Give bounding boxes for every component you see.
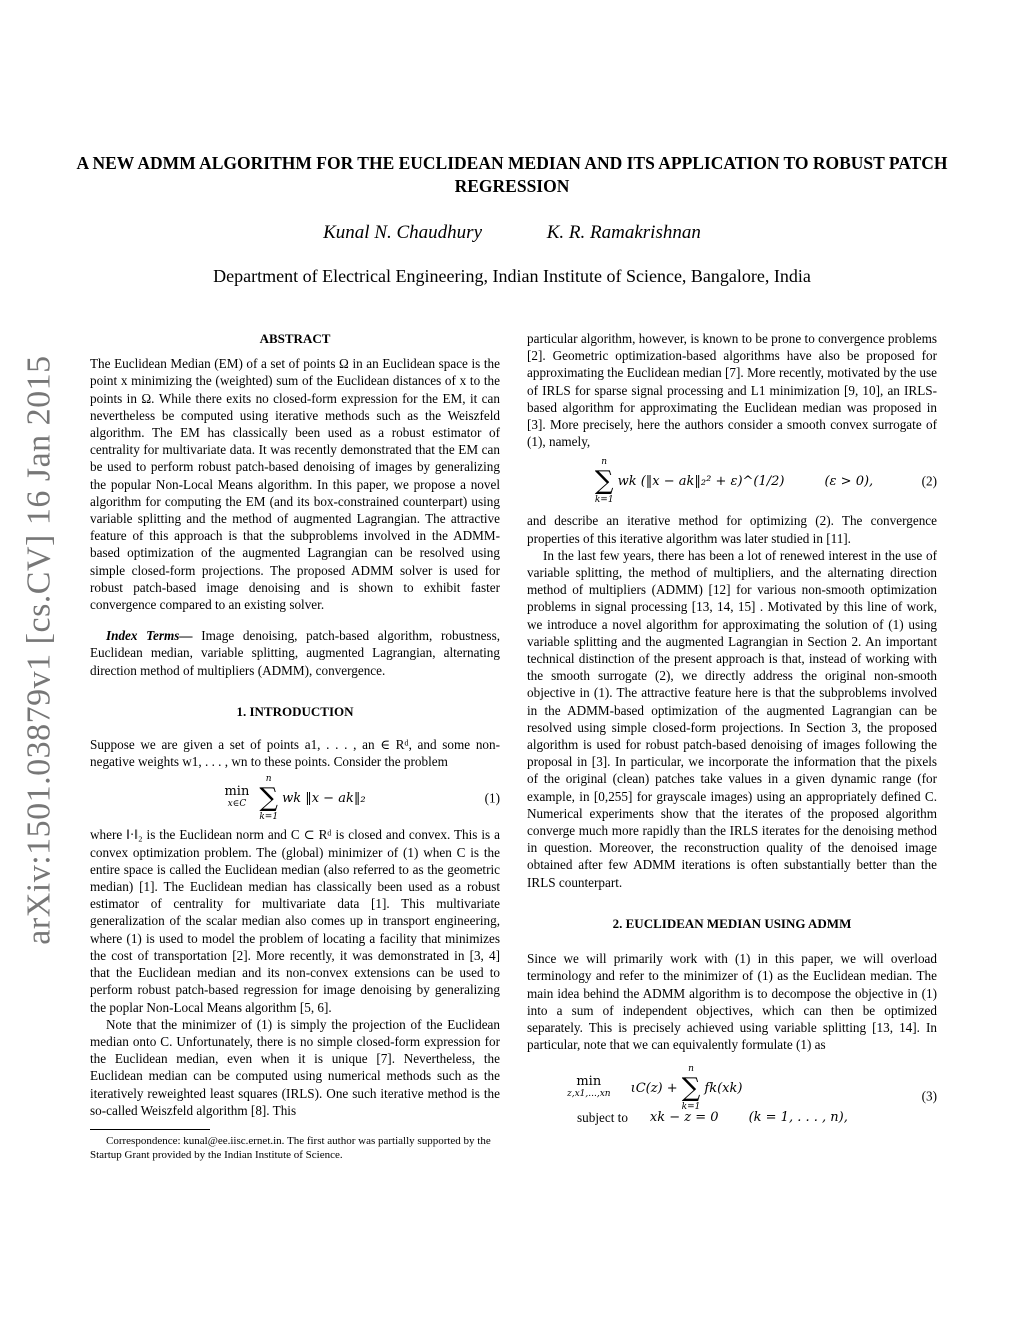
paper-title: A NEW ADMM ALGORITHM FOR THE EUCLIDEAN MEDIAN AND ITS APPLICATION TO ROBUST PATCH REGRESSION — [76, 153, 948, 196]
intro-paragraph-3: Note that the minimizer of (1) is simply the projection of the Euclidean median onto C. Unfortunately, there is no simple closed-form expression for the Euclidean median, even when it is unique [7]. Nevertheless, the Euclidean median can be computed using numerical methods such as the iteratively reweighted least squares (IRLS). One such iterative method is the so-called Weiszfeld algorithm [8]. This — [90, 1016, 500, 1118]
footnote-divider — [90, 1129, 210, 1130]
eq3-indicator-term: ιC(z) + — [630, 1080, 678, 1096]
arxiv-watermark: arXiv:1501.03879v1 [cs.CV] 16 Jan 2015 — [21, 355, 59, 945]
right-column — [527, 330, 937, 1131]
eq2-body: wk (‖x − ak‖₂² + ε)^(1/2) — [617, 473, 785, 489]
eq3-range: (k = 1, . . . , n), — [748, 1110, 848, 1126]
footnote: Correspondence: kunal@ee.iisc.ernet.in. The first author was partially supported by the Startup Grant provided by the Indian Institute of Science. — [90, 1134, 491, 1161]
eq3-objective-row — [567, 1063, 742, 1113]
eq2-sum-symbol: n ∑ k=1 — [594, 457, 614, 506]
affiliation: Department of Electrical Engineering, Indian Institute of Science, Bangalore, India — [213, 266, 811, 286]
eq3-tag: (3) — [921, 1088, 937, 1104]
equation-1 — [90, 770, 500, 826]
equation-2 — [527, 450, 937, 512]
abstract-text: The Euclidean Median (EM) of a set of points Ω in an Euclidean space is the point x minimizing the (weighted) sum of the Euclidean distances of x to the points in Ω. While there exits no closed-form expression for the EM, it can nevertheless be computed using iterative methods such as the Weiszfeld algorithm. The EM has classically been used as a robust estimator of centrality for multivariate data. It was recently demonstrated that the EM can be used to perform robust patch-based denoising of images by generalizing the popular Non-Local Means algorithm. In this paper, we propose a novel algorithm for computing the EM (and its box-constrained counterpart) using variable splitting and the method of augmented Lagrangian. The attractive feature of this approach is that the subproblems involved in the ADMM-based optimization of the augmented Lagrangian can be resolved using simple closed-form projections. The proposed ADMM solver is used for robust patch-based image denoising and is shown to exhibit faster convergence compared to an existing solver. — [90, 356, 500, 613]
eq3-operator: min z,x1,...,xn — [567, 1074, 611, 1100]
index-terms-text: Image denoising, patch-based algorithm, robustness, Euclidean median, variable splitting, augmented Lagrangian, alternating direction method of multipliers (ADMM), convergence. — [90, 628, 500, 678]
abstract-heading: ABSTRACT — [259, 331, 331, 346]
right-paragraph-1: particular algorithm, however, is known to be prone to convergence problems [2]. Geometric optimization-based algorithms have also be proposed for approximating the Euclidean median [7]. More recently, motivated by the use of IRLS for sparse signal processing and L1 minimization [9, 10], an IRLS-based algorithm for approximating the Euclidean median was proposed in [3]. More precisely, here the authors consider a smooth convex surrogate of (1), namely, — [527, 331, 937, 450]
section-2-heading: 2. EUCLIDEAN MEDIAN USING ADMM — [612, 915, 852, 931]
author-2: K. R. Ramakrishnan — [546, 222, 701, 243]
eq3-body: fk(xk) — [704, 1080, 743, 1096]
eq3-subject-label: subject to — [577, 1110, 628, 1126]
index-terms-label: Index Terms— — [106, 628, 193, 644]
eq3-sum-symbol: n ∑ k=1 — [681, 1064, 701, 1113]
eq1-operator: min x∈C — [224, 784, 250, 810]
right-paragraph-3: In the last few years, there has been a lot of renewed interest in the use of variable splitting, the method of multipliers, and the alternating direction method of multipliers (ADMM) [12] for various non-smooth optimization problems in signal processing [13, 14, 15] . Motivated by this line of work, we introduce a novel algorithm for approximating the solution of (1) using variable splitting and the augmented Lagrangian in Section 2. An important technical distinction of the present approach is that, instead of working with the smooth surrogate (2), we directly address the original non-smooth objective in (1). The attractive feature here is that the subproblems involved in the ADMM-based optimization of the augmented Lagrangian can be resolved using simple closed-form projections. In Section 3, the proposed algorithm is used for robust patch-based denoising of images following the proposal in [3]. In particular, we incorporate the information that the pixels of the original (clean) patches take values in a given dynamic range (for example, in [0,255] for grayscale images) using an appropriately defined C. Numerical experiments show that the iterates of the proposed algorithm converge much more rapidly than the IRLS iterates for the denoising method in question. Moreover, the reconstruction quality of the denoised image obtained after few ADMM iterations is often substantially better than the IRLS counterpart. — [527, 547, 937, 890]
eq1-tag: (1) — [484, 790, 500, 806]
index-terms — [90, 627, 500, 679]
eq2-condition: (ε > 0), — [824, 473, 874, 489]
equation-3 — [527, 1061, 937, 1131]
eq1-body: wk ‖x − ak‖₂ — [282, 790, 366, 806]
eq3-constraint: xk − z = 0 — [649, 1110, 719, 1126]
intro-paragraph-1: Suppose we are given a set of points a1, . . . , an ∈ Rᵈ, and some non-negative weights w1, . . . , wn to these points. Consider the problem — [90, 737, 500, 770]
intro-heading: 1. INTRODUCTION — [236, 703, 354, 719]
right-paragraph-4: Since we will primarily work with (1) in this paper, we will overload terminology and refer to the minimizer of (1) as the Euclidean median. The main idea behind the ADMM algorithm is to decompose the objective in (1) into a sum of independent objectives, which can then be optimized separately. This is precisely achieved using variable splitting [13, 14]. In particular, note that we can equivalently formulate (1) as — [527, 951, 937, 1053]
eq2-tag: (2) — [921, 473, 937, 489]
eq1-sum-symbol: n ∑ k=1 — [259, 774, 279, 823]
right-paragraph-2: and describe an iterative method for optimizing (2). The convergence properties of this iterative algorithm was later studied in [11]. — [527, 513, 937, 546]
intro-paragraph-2: where ‖·‖₂ is the Euclidean norm and C ⊂ Rᵈ is closed and convex. This is a convex optimization problem. The (global) minimizer of (1) when C is the entire space is called the Euclidean median (also referred to as the geometric median) [1]. The Euclidean median has classically been used as a robust estimator of centrality for multivariate data [1]. This multivariate generalization of the scalar median also comes up in transport engineering, where (1) is used to model the problem of locating a facility that minimizes the cost of transportation [2]. More recently, it was demonstrated in [3, 4] that the Euclidean median and its non-convex extensions can be used to perform robust patch-based regression for image denoising by generalizing the poplar Non-Local Means algorithm [5, 6]. — [90, 827, 500, 1015]
left-column — [90, 330, 500, 1162]
author-1: Kunal N. Chaudhury — [323, 222, 482, 243]
eq3-constraint-row — [577, 1109, 848, 1126]
author-list — [0, 222, 1024, 244]
